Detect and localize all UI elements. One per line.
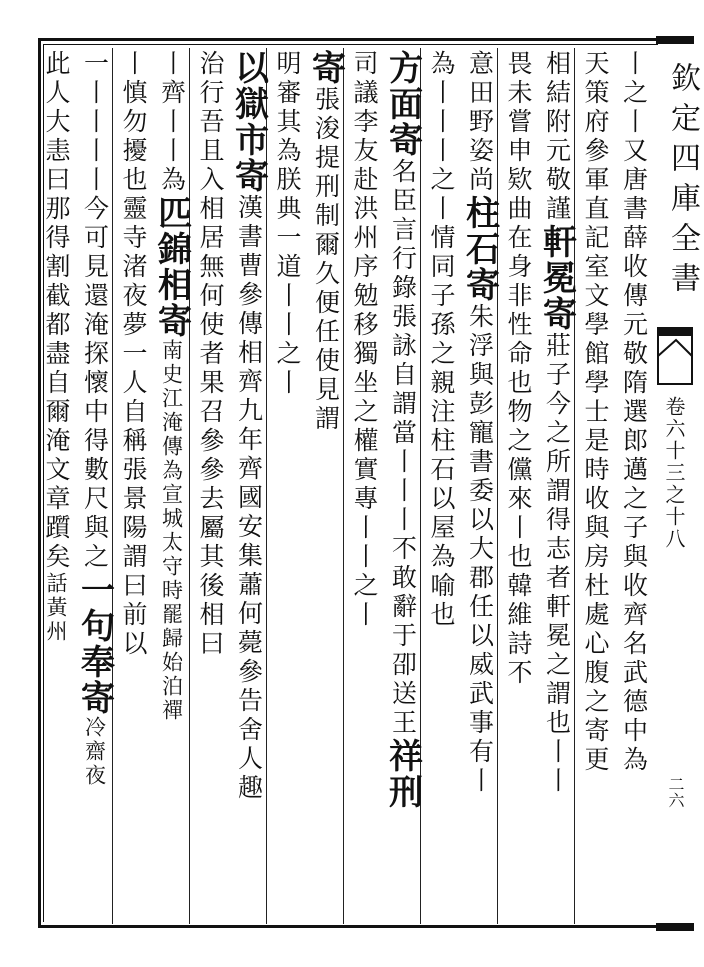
entry-heading: 祥刑 — [382, 738, 423, 810]
column-text: 莊子今之所謂得志者軒冕之謂也丨丨 — [542, 332, 572, 796]
column-text: 相結附元敬謹 — [542, 50, 572, 224]
text-column — [152, 50, 192, 922]
entry-heading: 匹錦相寄 — [151, 195, 192, 339]
column-text: 明審其為朕典一道丨丨之丨 — [273, 50, 302, 398]
column-text: 朱浮與彭寵書委以大郡任以威武事有丨 — [465, 303, 495, 796]
entry-heading: 方面寄 — [382, 50, 423, 158]
page-number: 二六 — [666, 776, 685, 808]
column-text: 張浚提刑制爾久便任使見謂 — [311, 86, 341, 434]
text-column — [113, 50, 153, 922]
column-text: 話黃州 — [44, 572, 68, 644]
text-column — [614, 50, 654, 922]
text-column — [498, 50, 538, 922]
text-column — [75, 50, 115, 922]
text-column — [229, 50, 269, 922]
entry-heading: 寄 — [305, 50, 346, 86]
book-title: 欽定四庫全書 — [665, 62, 700, 302]
text-column — [575, 50, 615, 922]
text-column — [344, 50, 384, 922]
column-text: 一丨丨丨丨今可見還淹探懷中得數尺與之 — [80, 50, 110, 572]
column-text: 丨齊丨丨為 — [157, 50, 187, 195]
column-text: 名臣言行錄張詠自謂當丨丨丨不敢辭于卲送王 — [388, 158, 418, 738]
text-column — [306, 50, 346, 922]
column-text: 冷齋夜 — [82, 716, 107, 788]
column-text: 司議李友赴洪州序勉移獨坐之權實專丨丨之丨 — [350, 50, 379, 630]
column-text: 靈寺渚夜夢一人自稱張景陽謂曰前以 — [119, 195, 148, 659]
entry-heading: 以獄市寄 — [228, 50, 269, 194]
frame-top-rule — [43, 44, 658, 45]
entry-heading: 柱石寄 — [459, 195, 500, 303]
column-text: 畏未嘗申欵曲 — [504, 50, 533, 224]
column-text: 丨之丨又唐書薛收傳元敬隋選郎邁之子與收齊名武德中為 — [619, 50, 649, 775]
column-text: 為丨丨 — [427, 50, 456, 137]
column-text: 在身非性命也物之儻來丨也韓維詩不 — [504, 224, 533, 688]
text-column — [383, 50, 423, 922]
entry-heading: 一句奉寄 — [74, 572, 115, 716]
entry-heading: 軒冕寄 — [536, 224, 577, 332]
column-text: 丨慎勿擾也 — [119, 50, 148, 195]
text-column — [267, 50, 307, 922]
column-text: 天策府參軍直記室文學館學士是時收與房杜處心腹之寄更 — [581, 50, 610, 775]
text-column — [421, 50, 461, 922]
column-text: 意田野姿尚 — [465, 50, 495, 195]
text-column — [190, 50, 230, 922]
text-column — [537, 50, 577, 922]
margin-bottom-band — [656, 923, 694, 931]
juan-label: 卷六十三之十八 — [662, 396, 686, 550]
column-text: 漢書曹參傳相齊九年齊國安集蕭何薨參告舍人趣 — [234, 194, 264, 803]
column-text: 治行吾且入相居無何使者果召參參去屬其後相曰 — [196, 50, 225, 659]
column-text: 南史江淹傳為宣城太守時罷歸始泊禪 — [159, 339, 184, 723]
fishtail-mark — [656, 326, 694, 386]
column-text: 此人大恚曰那得割截都盡自爾淹文章躓矣 — [42, 50, 71, 572]
text-column — [460, 50, 500, 922]
margin-top-band — [656, 36, 694, 44]
page-margin — [656, 36, 700, 931]
text-column — [36, 50, 76, 922]
column-text: 丨之丨情同子孫之親注柱石以屋為喻也 — [427, 137, 456, 630]
